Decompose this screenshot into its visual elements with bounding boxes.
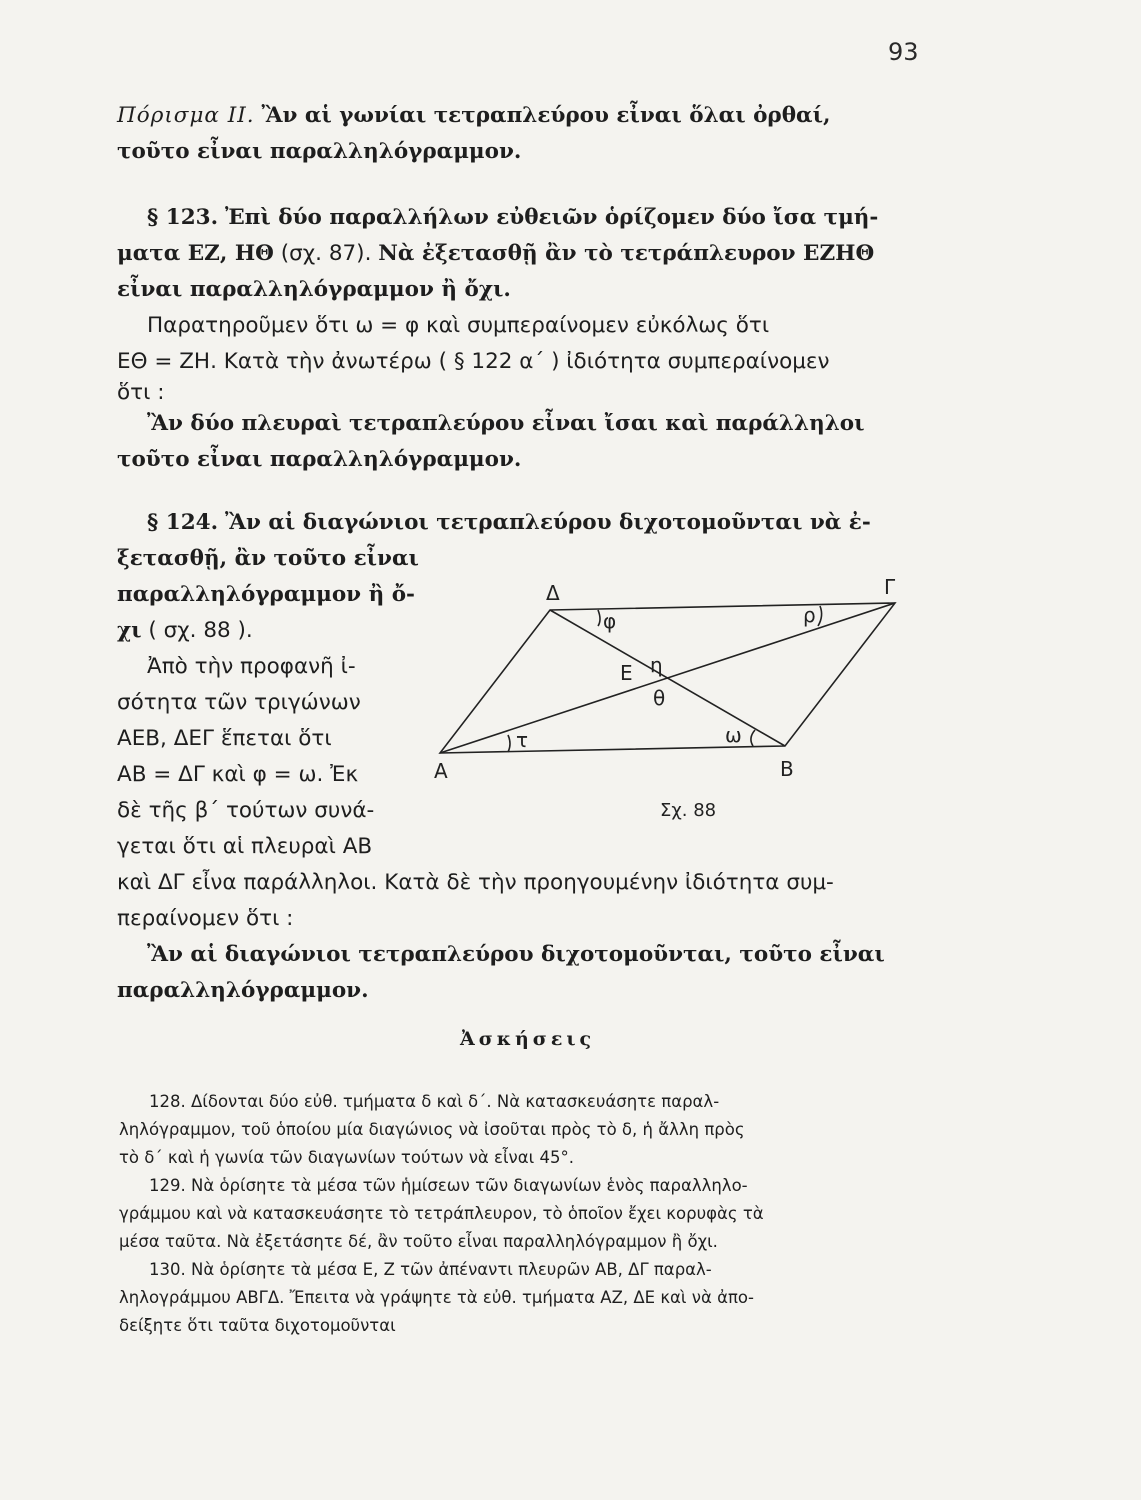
section-123-line-2c: Νὰ ἐξετασθῇ ἂν τὸ τετράπλευρον ΕΖΗΘ — [378, 241, 875, 266]
section-124-line-3: παραλληλόγραμμον ἢ ὄ- — [117, 582, 415, 607]
section-124-number: § 124. — [147, 510, 219, 535]
label-a: Α — [434, 759, 448, 783]
label-d: Δ — [546, 581, 560, 605]
section-124-theorem-2: παραλληλόγραμμον. — [117, 978, 369, 1003]
exercise-line: τὸ δ΄ καὶ ἡ γωνία τῶν διαγωνίων τούτων νὰ εἶναι 45°. — [119, 1148, 574, 1167]
diagonal-bd — [550, 610, 785, 746]
section-124-text-line: ΑΒ = ΔΓ καὶ φ = ω. Ἐκ — [117, 762, 359, 787]
label-omega: ω — [725, 723, 742, 747]
figure-88 — [420, 570, 920, 830]
exercise-line: 130. Νὰ ὁρίσητε τὰ μέσα Ε, Ζ τῶν ἀπέναντι πλευρῶν ΑΒ, ΔΓ παραλ- — [149, 1260, 712, 1279]
exercise-item — [119, 1172, 934, 1256]
angle-tau-arc — [508, 735, 510, 752]
exercises-list — [119, 1088, 934, 1340]
angle-rho-arc — [818, 606, 822, 626]
section-123-line-3: εἶναι παραλληλόγραμμον ἢ ὄχι. — [117, 277, 511, 302]
porisma-line-1: Ἂν αἱ γωνίαι τετραπλεύρου εἶναι ὅλαι ὀρθαί, — [261, 103, 831, 128]
section-124-text-line: γεται ὅτι αἱ πλευραὶ ΑΒ — [117, 834, 373, 859]
porisma-label: Πόρισμα II. — [117, 103, 255, 128]
section-123-number: § 123. — [147, 205, 219, 230]
figure-caption: Σχ. 88 — [660, 800, 717, 821]
exercise-line: 129. Νὰ ὁρίσητε τὰ μέσα τῶν ἡμίσεων τῶν διαγωνίων ἑνὸς παραλληλο- — [149, 1176, 748, 1195]
section-123-text-3: ὅτι : — [117, 380, 165, 405]
exercise-line: γράμμου καὶ νὰ κατασκευάσητε τὸ τετράπλευρον, τὸ ὁποῖον ἔχει κορυφὰς τὰ — [119, 1204, 764, 1223]
section-123-text-2: ΕΘ = ΖΗ. Κατὰ τὴν ἀνωτέρω ( § 122 α΄ ) ἰδιότητα συμπεραίνομεν — [117, 349, 830, 374]
exercise-line: δείξητε ὅτι ταῦτα διχοτομοῦνται — [119, 1316, 396, 1335]
label-phi: φ — [603, 609, 617, 633]
exercise-item — [119, 1256, 934, 1340]
exercise-line: 128. Δίδονται δύο εὐθ. τμήματα δ καὶ δ΄. Νὰ κατασκευάσητε παραλ- — [149, 1092, 720, 1111]
label-e: Ε — [620, 661, 633, 685]
section-123-theorem-2: τοῦτο εἶναι παραλληλόγραμμον. — [117, 447, 522, 472]
section-124-theorem-1: Ἂν αἱ διαγώνιοι τετραπλεύρου διχοτομοῦνται, τοῦτο εἶναι — [147, 942, 885, 967]
section-123-line-2a: ματα ΕΖ, ΗΘ — [117, 241, 274, 266]
section-124-text-line: ΑΕΒ, ΔΕΓ ἕπεται ὅτι — [117, 726, 332, 751]
section-124-line-1: Ἂν αἱ διαγώνιοι τετραπλεύρου διχοτομοῦνται νὰ ἐ- — [224, 510, 871, 535]
label-tau: τ — [516, 728, 529, 752]
exercise-line: μέσα ταῦτα. Νὰ ἐξετάσητε δέ, ἂν τοῦτο εἶναι παραλληλόγραμμον ἢ ὄχι. — [119, 1232, 718, 1251]
section-123 — [117, 200, 927, 478]
angle-phi-arc — [598, 610, 600, 626]
page-number: 93 — [888, 38, 919, 66]
exercise-item — [119, 1088, 934, 1172]
section-123-text-1: Παρατηροῦμεν ὅτι ω = φ καὶ συμπεραίνομεν εὐκόλως ὅτι — [147, 313, 770, 338]
section-124-text-full-1: καὶ ΔΓ εἶνα παράλληλοι. Κατὰ δὲ τὴν προηγουμένην ἰδιότητα συμ- — [117, 870, 834, 895]
section-123-theorem-1: Ἂν δύο πλευραὶ τετραπλεύρου εἶναι ἴσαι καὶ παράλληλοι — [147, 411, 865, 436]
porisma-block — [117, 98, 927, 170]
label-g: Γ — [884, 575, 896, 599]
section-124-text-line: δὲ τῆς β΄ τούτων συνά- — [117, 798, 375, 823]
section-124-line-2: ξετασθῇ, ἂν τοῦτο εἶναι — [117, 546, 419, 571]
section-124-text-line: σότητα τῶν τριγώνων — [117, 690, 361, 715]
label-eta: η — [650, 653, 663, 677]
exercise-line: ληλογράμμου ΑΒΓΔ. Ἔπειτα νὰ γράψητε τὰ εὐθ. τμήματα ΑΖ, ΔΕ καὶ νὰ ἀπο- — [119, 1288, 754, 1307]
label-rho: ρ — [803, 603, 816, 627]
section-124-line-4b: ( σχ. 88 ). — [148, 618, 253, 643]
section-123-line-1: Ἐπὶ δύο παραλλήλων εὐθειῶν ὁρίζομεν δύο ἴσα τμή- — [224, 205, 879, 230]
section-123-line-2b: (σχ. 87). — [280, 241, 372, 266]
section-124-text-line: Ἀπὸ τὴν προφανῆ ἰ- — [147, 654, 356, 679]
porisma-line-2: τοῦτο εἶναι παραλληλόγραμμον. — [117, 139, 522, 164]
exercises-heading: Ἀσκήσεις — [460, 1028, 596, 1050]
label-b: Β — [780, 757, 794, 781]
section-124-line-4a: χι — [117, 618, 142, 643]
exercise-line: ληλόγραμμον, τοῦ ὁποίου μία διαγώνιος νὰ ἰσοῦται πρὸς τὸ δ, ἡ ἄλλη πρὸς — [119, 1120, 745, 1139]
angle-omega-arc — [751, 730, 755, 746]
section-124-text-full-2: περαίνομεν ὅτι : — [117, 906, 294, 931]
label-theta: θ — [653, 686, 666, 710]
